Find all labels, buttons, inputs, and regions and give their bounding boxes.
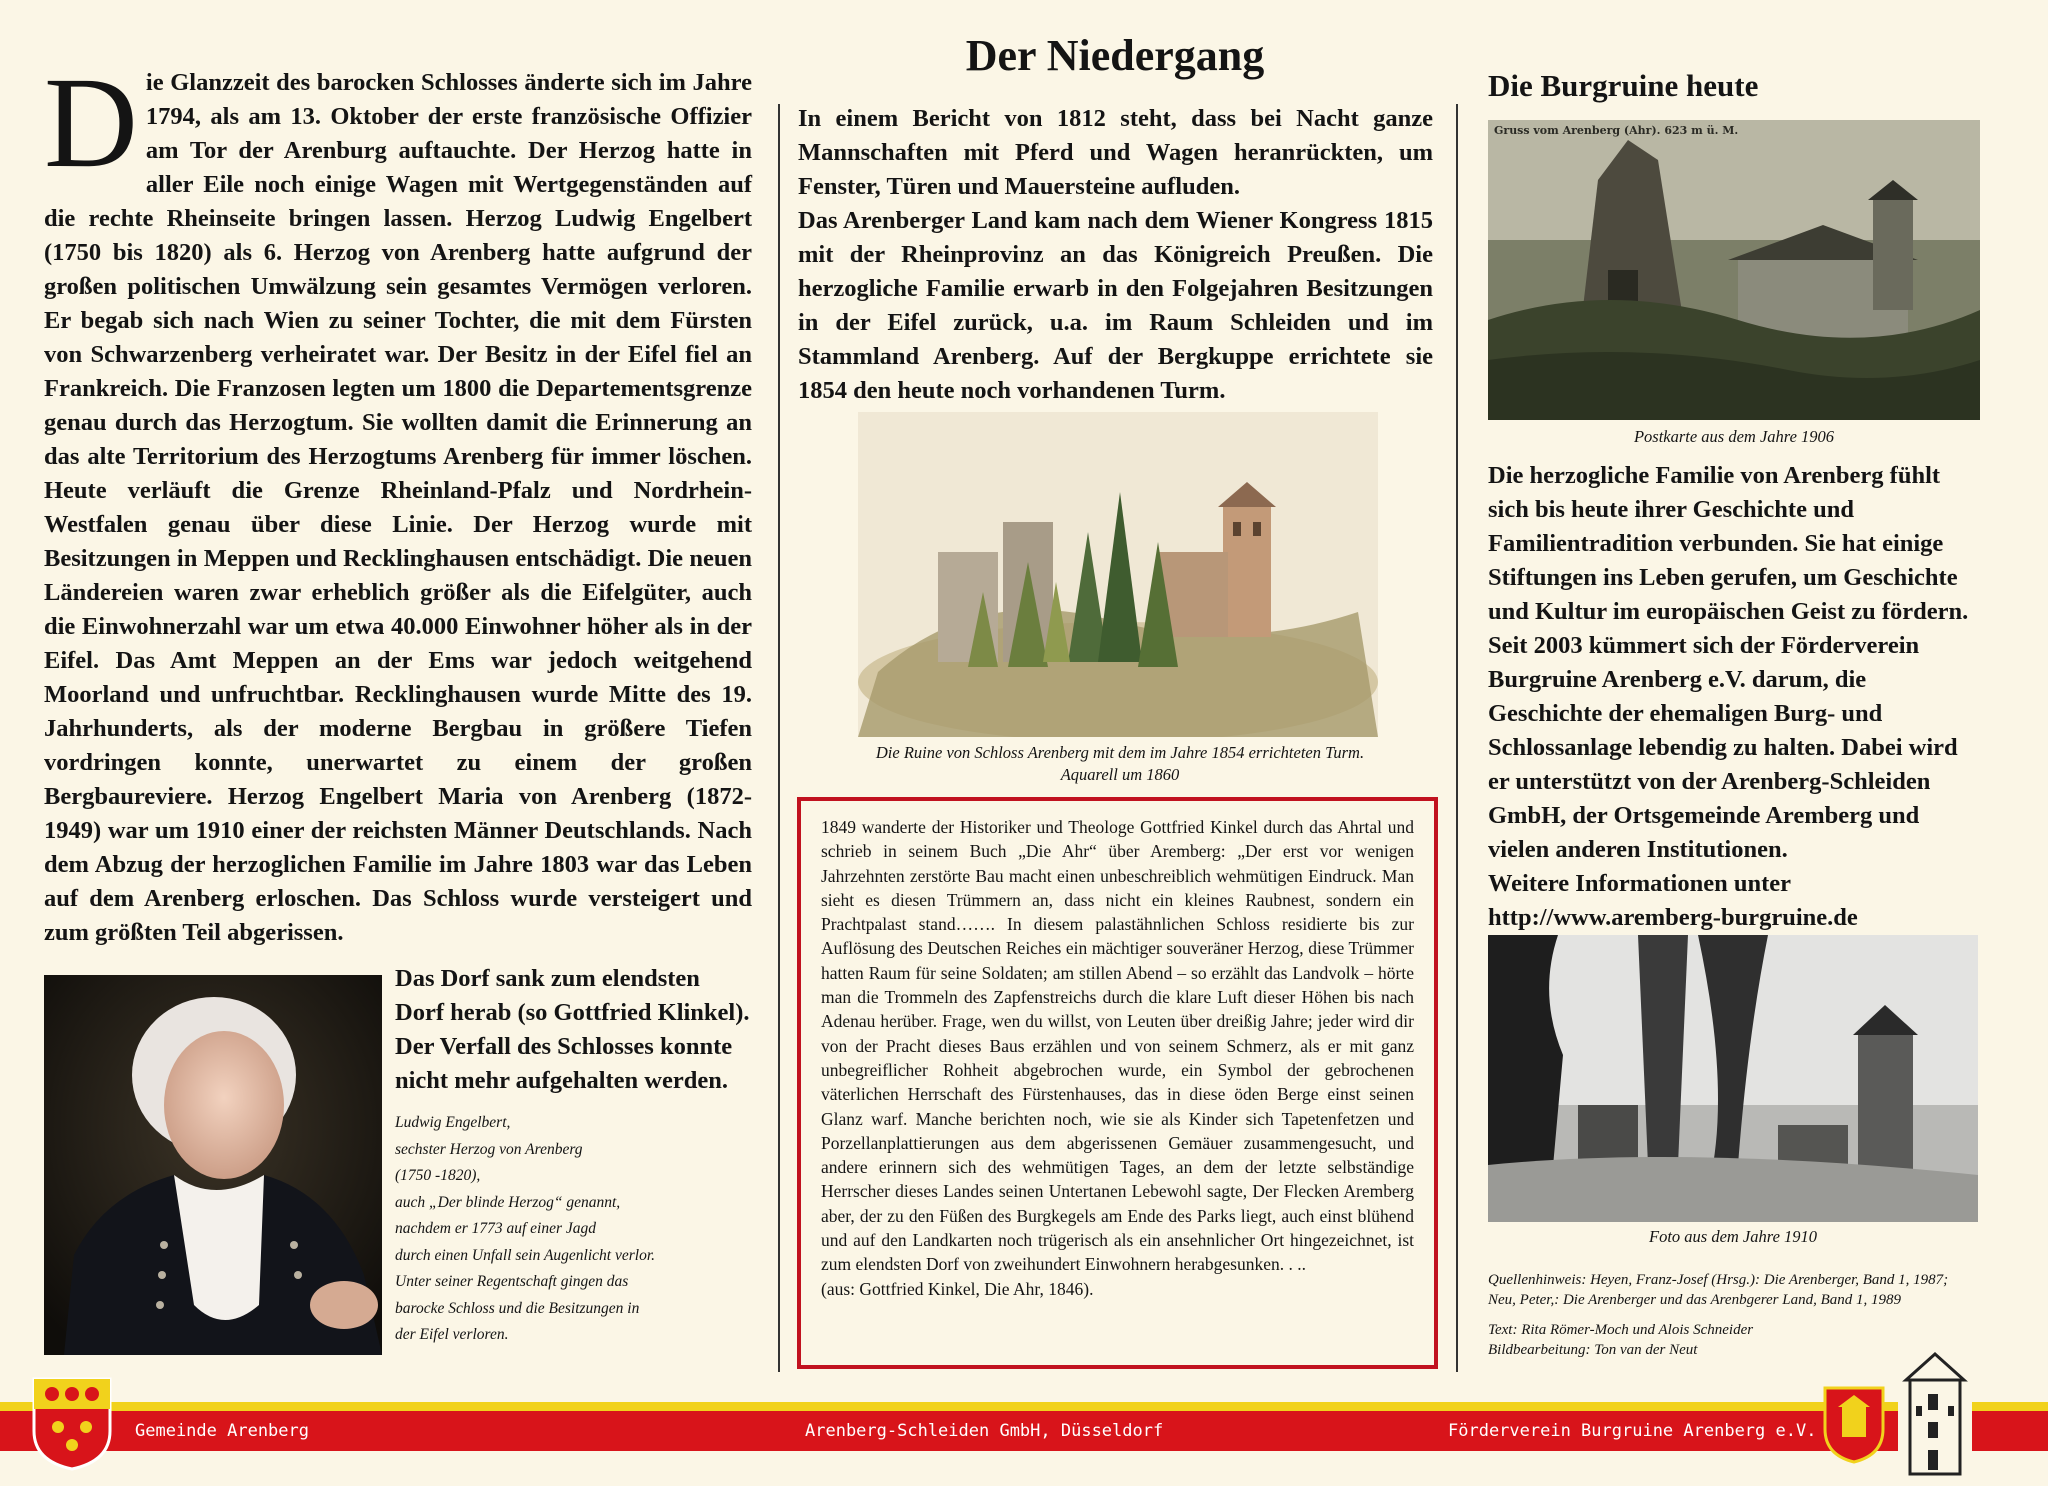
column-divider-right <box>1456 104 1458 1372</box>
left-intro-text <box>44 51 752 950</box>
portrait-caption-line: auch „Der blinde Herzog“ genannt, <box>395 1193 621 1211</box>
left-intro-body: ie Glanzzeit des barocken Schlosses änderte sich im Jahre 1794, als am 13. Oktober der erste französische Offizier am Tor der Arenburg auftauchte. Der Herzog hatte in aller Eile noch einige Wagen mit Wertgegenständen auf die rechte Rheinseite bringen lassen. Herzog Ludwig Engelbert (1750 bis 1820) als 6. Herzog von Arenberg hatte aufgrund der großen politischen Umwälzung sein gesamtes Vermögen verloren. Er begab sich nach Wien zu seiner Tochter, die mit dem Fürsten von Schwarzenberg verheiratet war. Der Besitz in der Eifel fiel an Frankreich. Die Franzosen legten um 1800 die Departementsgrenze genau durch das Herzogtum. Sie wollten damit die Erinnerung an das alte Territorium des Herzogtums Arenberg für immer löschen. Heute verläuft die Grenze Rheinland-Pfalz und Nordrhein-Westfalen genau über diese Linie. Der Herzog wurde mit Besitzungen in Meppen und Recklinghausen entschädigt. Die neuen Ländereien waren zwar erheblich größer als die Eifelgüter, auch die Einwohnerzahl war um etwa 40.000 Einwohner höher als in der Eifel. Das Amt Meppen an der Ems war jedoch weitgehend Moorland und unfruchtbar. Recklinghausen wurde Mitte des 19. Jahrhunderts, als der moderne Bergbau in größere Tiefen vordringen konnte, unerwartet zu einem der großen Bergbaureviere. Herzog Engelbert Maria von Arenberg (1872-1949) war um 1910 einer der reichsten Männer Deutschlands. Nach dem Abzug der herzoglichen Familie im Jahre 1803 war das Leben auf dem Arenberg erloschen. Das Schloss wurde versteigert und zum größten Teil abgerissen. <box>44 69 752 946</box>
photo-1910 <box>1488 935 1978 1222</box>
portrait-caption-line: nachdem er 1773 auf einer Jagd <box>395 1220 597 1237</box>
portrait-caption-line: Unter seiner Regentschaft gingen das <box>395 1273 629 1290</box>
page-title: Der Niedergang <box>965 31 1265 80</box>
foerderverein-coat-of-arms-icon <box>1822 1385 1886 1465</box>
portrait-image <box>44 975 382 1355</box>
footer-yellow-stripe <box>0 1402 2048 1411</box>
photo-1910-image <box>1488 935 1978 1222</box>
painting-caption-line-2: Aquarell um 1860 <box>1060 765 1180 784</box>
painting-caption <box>810 742 1430 786</box>
portrait-caption-line: (1750 -1820), <box>395 1167 481 1184</box>
footer-gemeinde-label: Gemeinde Arenberg <box>135 1421 309 1441</box>
footer-foerderverein-label: Förderverein Burgruine Arenberg e.V. <box>1448 1421 1817 1441</box>
kinkel-quote-text: 1849 wanderte der Historiker und Theologe Gottfried Kinkel durch das Ahrtal und schrieb in seinem Buch „Die Ahr“ über Aremberg: „Der erst vor wenigen Jahrzehnten zerstörte Bau macht einen unbeschreiblich wehmütigen Eindruck. Man sieht es diesen Trümmern an, dass nicht ein kleines Raubnest, sondern ein Prachtpalast stand……. In diesem palastähnlichen Schloss residierte bis zur Auflösung des Deutschen Reiches ein mächtiger souveräner Herzog, diese Trümmer hatten Raum für seine Soldaten; am stillen Abend – so erzählt das Landvolk – hörte man die Trommeln des Zapfenstreichs durch die klare Luft dieser Höhen bis nach Adenau herüber. Frage, wen du willst, von Leuten über dreißig Jahre; jeder wird dir von der Pracht dieses Baus erzählen und von seinem Schmerz, als er mit ganz unbegreiflicher Rohheit abgebrochen wurde, ein Symbol der gebrochenen väterlichen Herrschaft des Fürstenhauses, das in diese öden Berge einst seinen Glanz warf. Manche berichten noch, wie sie als Kinder sich Tapetenfetzen und Porzellanplattierungen aus dem abgerissenen Gemäuer zusammengesucht, und andere erinnern sich des wehmütigen Tages, an dem der letzte selbständige Herrscher dieses Landes seinen Untertanen Lebewohl sagte, Der Flecken Aremberg aber, der zu den Füßen des Burgkegels am Ende des Parks liegt, auch einst blühend und auf den Landkarten noch trügerisch als ein ansehnlicher Ort hingezeichnet, ist zum elendsten Dorf von zweihundert Einwohnern herabgesunken. . .. <box>821 817 1414 1275</box>
painting-caption-line-1: Die Ruine von Schloss Arenberg mit dem im Jahre 1854 errichteten Turm. <box>875 743 1365 762</box>
column-divider-left <box>778 104 780 1372</box>
sources-line-2: Neu, Peter,: Die Arenberger und das Arenbgerer Land, Band 1, 1989 <box>1488 1292 1902 1308</box>
gemeinde-coat-of-arms-icon <box>30 1375 114 1471</box>
painting-image <box>858 412 1378 737</box>
credits-line-2: Bildbearbeitung: Ton van der Neut <box>1488 1342 1698 1358</box>
middle-paragraph-1: In einem Bericht von 1812 steht, dass bei Nacht ganze Mannschaften mit Pferd und Wagen heranrückten, um Fenster, Türen und Mauersteine aufluden. <box>798 105 1433 200</box>
watercolor-painting <box>858 412 1378 737</box>
middle-paragraph-2: Das Arenberger Land kam nach dem Wiener Kongress 1815 mit der Rheinprovinz an das Königreich Preußen. Die herzogliche Familie erwarb in den Folgejahren Besitzungen in der Eifel zurück, u.a. im Raum Schleiden und im Stammland Arenberg. Auf der Bergkuppe errichtete sie 1854 den heute noch vorhandenen Turm. <box>798 207 1433 404</box>
photo-1910-caption: Foto aus dem Jahre 1910 <box>1648 1227 1818 1246</box>
right-text <box>1488 459 1980 935</box>
postcard-greeting: Gruss vom Arenberg (Ahr). 623 m ü. M. <box>1494 124 1739 137</box>
sources-block <box>1488 1270 2008 1360</box>
portrait-caption-line: sechster Herzog von Arenberg <box>395 1140 583 1158</box>
portrait-caption-line: Ludwig Engelbert, <box>395 1114 511 1131</box>
tower-logo-icon <box>1898 1350 1972 1476</box>
credits-line-1: Text: Rita Römer-Moch und Alois Schneider <box>1488 1322 1754 1338</box>
portrait-ludwig-engelbert <box>44 975 382 1355</box>
postcard-image <box>1488 120 1980 420</box>
info-label: Weitere Informationen unter <box>1488 870 1792 897</box>
kinkel-quote-source: (aus: Gottfried Kinkel, Die Ahr, 1846). <box>821 1278 1094 1299</box>
left-continued-text: Das Dorf sank zum elendsten Dorf herab (so Gottfried Klinkel). Der Verfall des Schlosses konnte nicht mehr aufgehalten werden. <box>395 965 750 1094</box>
right-section-title: Die Burgruine heute <box>1488 68 1759 103</box>
portrait-caption <box>395 1110 755 1349</box>
postcard-1906 <box>1488 120 1980 420</box>
middle-text <box>798 102 1433 408</box>
portrait-caption-line: der Eifel verloren. <box>395 1326 509 1343</box>
postcard-caption: Postkarte aus dem Jahre 1906 <box>1633 427 1835 446</box>
sources-line-1: Quellenhinweis: Heyen, Franz-Josef (Hrsg.): Die Arenberger, Band 1, 1987; <box>1488 1272 1949 1288</box>
right-paragraph: Die herzogliche Familie von Arenberg fühlt sich bis heute ihrer Geschichte und Familientradition verbunden. Sie hat einige Stiftungen ins Leben gerufen, um Geschichte und Kultur im europäischen Geist zu fördern. Seit 2003 kümmert sich der Förderverein Burgruine Arenberg e.V. darum, die Geschichte der ehemaligen Burg- und Schlossanlage lebendig zu halten. Dabei wird er unterstützt von der Arenberg-Schleiden GmbH, der Ortsgemeinde Aremberg und vielen anderen Institutionen. <box>1488 462 1969 863</box>
portrait-caption-line: barocke Schloss und die Besitzungen in <box>395 1299 640 1317</box>
drop-cap: D <box>44 51 138 195</box>
kinkel-quote-box <box>797 797 1438 1369</box>
footer-gmbh-label: Arenberg-Schleiden GmbH, Düsseldorf <box>805 1421 1164 1441</box>
left-column <box>44 51 752 950</box>
website-link[interactable]: http://www.aremberg-burgruine.de <box>1488 904 1858 931</box>
portrait-caption-line: durch einen Unfall sein Augenlicht verlor. <box>395 1246 656 1264</box>
